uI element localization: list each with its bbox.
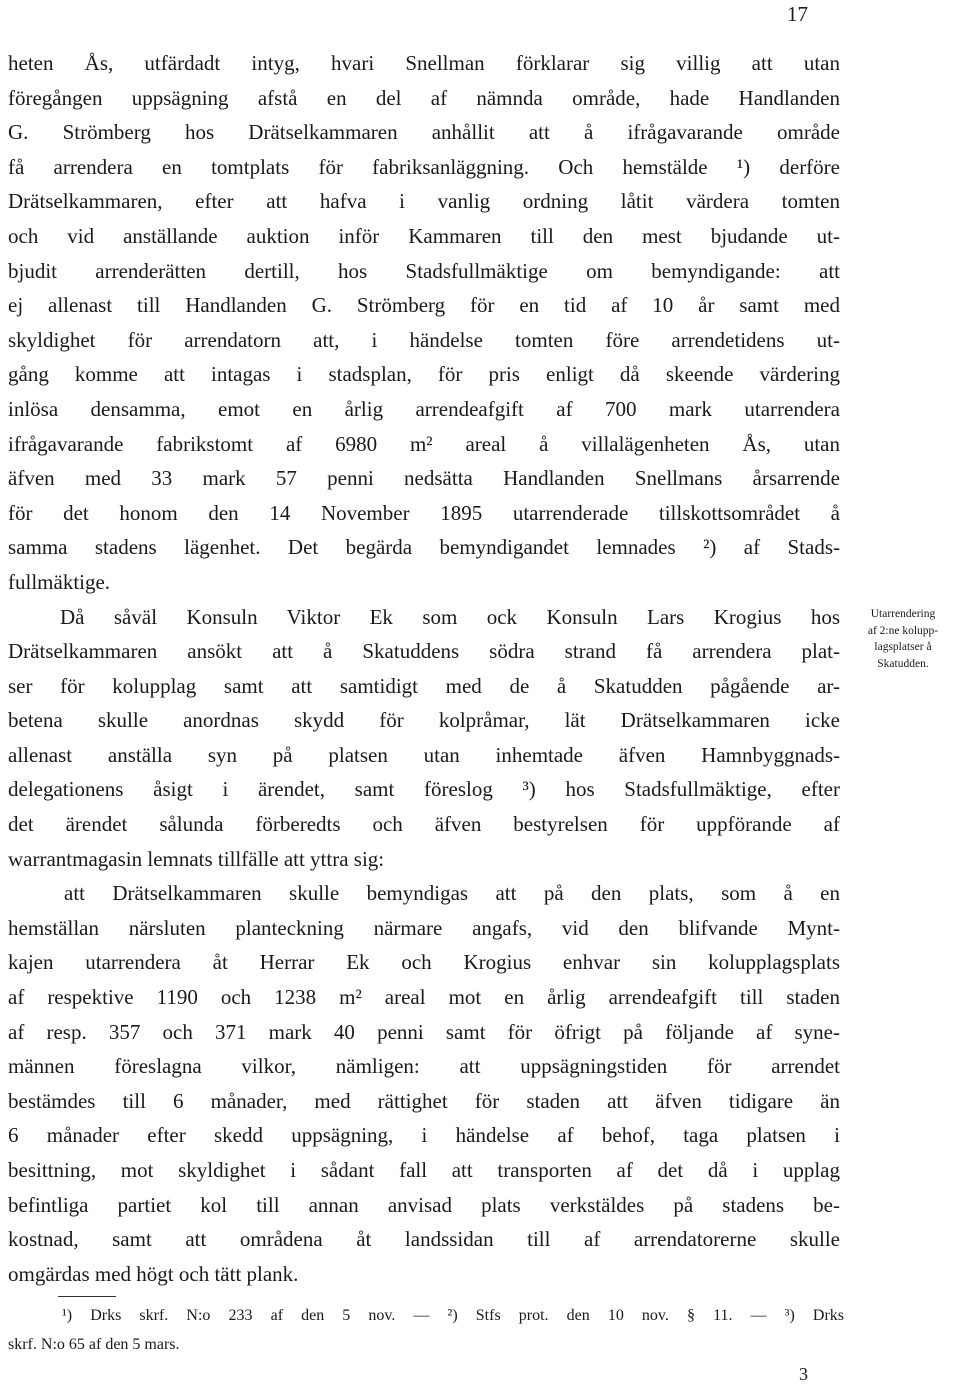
footnote-line: skrf. N:o 65 af den 5 mars.: [8, 1336, 180, 1353]
body-line: allenast anställa syn på platsen utan inhemtade äfven Hamnbyggnads-: [8, 742, 840, 767]
body-line: få arrendera en tomtplats för fabriksanläggning. Och hemstälde ¹) derföre: [8, 154, 840, 179]
body-line: 6 månader efter skedd uppsägning, i händelse af behof, taga platsen i: [8, 1123, 840, 1148]
body-line: skyldighet för arrendatorn att, i händelse tomten före arrendetidens ut-: [8, 327, 840, 352]
body-line: kajen utarrendera åt Herrar Ek och Krogius enhvar sin kolupplagsplats: [8, 950, 840, 975]
body-line: ifrågavarande fabrikstomt af 6980 m² areal å villalägenheten Ås, utan: [8, 431, 840, 456]
footnotes: [8, 1301, 844, 1359]
body-line: Drätselkammaren, efter att hafva i vanlig ordning låtit värdera tomten: [8, 189, 840, 214]
margin-note-line: lagsplatser å: [874, 641, 932, 653]
body-line: delegationens åsigt i ärendet, samt föreslog ³) hos Stadsfullmäktige, efter: [8, 777, 840, 802]
signature-mark: 3: [799, 1364, 808, 1384]
body-line: kostnad, samt att områdena åt landssidan till af arrendatorerne skulle: [8, 1227, 840, 1252]
body-line: för det honom den 14 November 1895 utarrenderade tillskottsområdet å: [8, 500, 840, 525]
body-line: och vid anställande auktion inför Kammaren till den mest bjudande ut-: [8, 223, 840, 248]
footnote-line: ¹) Drks skrf. N:o 233 af den 5 nov. — ²) Stfs prot. den 10 nov. § 11. — ³) Drks: [62, 1307, 844, 1324]
body-line: af respektive 1190 och 1238 m² areal mot en årlig arrendeafgift till staden: [8, 985, 840, 1010]
body-line: fullmäktige.: [8, 569, 111, 594]
body-line: samma stadens lägenhet. Det begärda bemyndigandet lemnades ²) af Stads-: [8, 535, 840, 560]
body-line: bjudit arrenderätten dertill, hos Stadsfullmäktige om bemyndigande: att: [8, 258, 840, 283]
body-line: warrantmagasin lemnats tillfälle att yttra sig:: [8, 846, 385, 871]
margin-note-line: Skatudden.: [877, 657, 929, 670]
body-line: det ärendet sålunda förberedts och äfven bestyrelsen för uppförande af: [8, 812, 840, 837]
body-line: männen föreslagna vilkor, nämligen: att uppsägningstiden för arrendet: [8, 1054, 840, 1079]
body-line: ser för kolupplag samt att samtidigt med de å Skatudden pågående ar-: [8, 673, 840, 698]
page-number: 17: [787, 2, 808, 26]
footnote-divider: [58, 1296, 116, 1297]
body-line: äfven med 33 mark 57 penni nedsätta Handlanden Snellmans årsarrende: [8, 466, 840, 491]
body-line: befintliga partiet kol till annan anvisad plats verkstäldes på stadens be-: [8, 1192, 840, 1217]
body-line: besittning, mot skyldighet i sådant fall att transporten af det då i upplag: [8, 1158, 840, 1182]
body-line: betena skulle anordnas skydd för kolpråmar, lät Drätselkammaren icke: [8, 708, 840, 733]
body-text: [8, 46, 840, 1291]
margin-note-line: Utarrendering: [870, 608, 936, 620]
body-line: föregången uppsägning afstå en del af nämnda område, hade Handlanden: [8, 85, 840, 110]
margin-note-line: af 2:ne kolupp-: [867, 624, 939, 637]
body-line: hemställan närsluten planteckning närmare angafs, vid den blifvande Mynt-: [8, 915, 840, 940]
body-line: Drätselkammaren ansökt att å Skatuddens södra strand få arrendera plat-: [8, 639, 840, 664]
body-line: omgärdas med högt och tätt plank.: [8, 1261, 299, 1286]
body-line: af resp. 357 och 371 mark 40 penni samt för öfrigt på följande af syne-: [8, 1019, 840, 1044]
body-line: ej allenast till Handlanden G. Strömberg för en tid af 10 år samt med: [8, 293, 840, 318]
body-line: att Drätselkammaren skulle bemyndigas att på den plats, som å en: [64, 881, 840, 906]
body-line: Då såväl Konsuln Viktor Ek som ock Konsuln Lars Krogius hos: [60, 604, 840, 629]
body-line: bestämdes till 6 månader, med rättighet för staden att äfven tidigare än: [8, 1088, 840, 1113]
body-line: G. Strömberg hos Drätselkammaren anhållit att å ifrågavarande område: [8, 120, 840, 145]
body-line: inlösa densamma, emot en årlig arrendeafgift af 700 mark utarrendera: [8, 396, 840, 421]
body-line: heten Ås, utfärdadt intyg, hvari Snellman förklarar sig villig att utan: [8, 51, 840, 75]
margin-note: [847, 606, 959, 672]
body-line: gång komme att intagas i stadsplan, för pris enligt då skeende värdering: [8, 362, 840, 387]
